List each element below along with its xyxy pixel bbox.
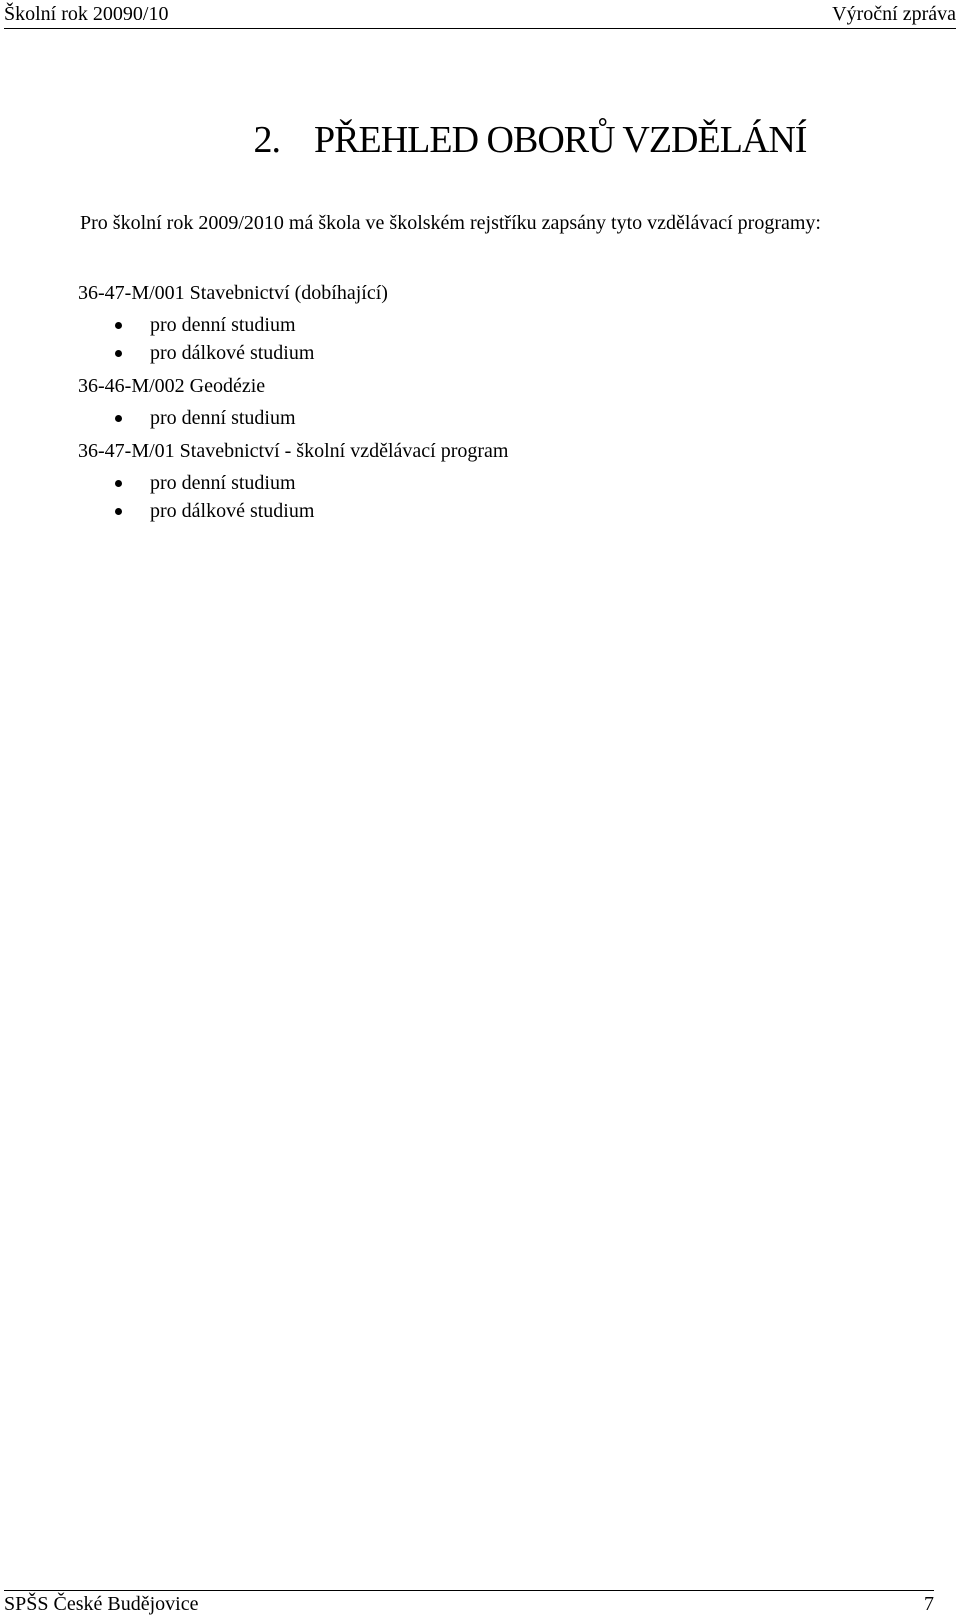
program-block — [78, 278, 898, 367]
study-form-label: pro denní studium — [150, 472, 296, 494]
study-form-list — [78, 404, 898, 432]
page-number: 7 — [924, 1593, 934, 1615]
section-number: 2. — [253, 119, 281, 161]
program-block — [78, 436, 898, 525]
list-item — [78, 311, 898, 339]
study-form-label: pro dálkové studium — [150, 342, 315, 364]
intro-paragraph: Pro školní rok 2009/2010 má škola ve školském rejstříku zapsány tyto vzdělávací programy: — [80, 212, 821, 234]
section-heading — [0, 118, 960, 162]
bullet-icon — [115, 415, 122, 422]
footer-school-name: SPŠS České Budějovice — [4, 1593, 199, 1615]
page-header — [4, 2, 956, 29]
bullet-icon — [115, 480, 122, 487]
program-name: 36-47-M/001 Stavebnictví (dobíhající) — [78, 282, 388, 304]
program-block — [78, 371, 898, 432]
study-form-list — [78, 469, 898, 525]
program-list — [78, 278, 898, 525]
list-item — [78, 497, 898, 525]
program-name: 36-47-M/01 Stavebnictví - školní vzdělávací program — [78, 440, 509, 462]
study-form-label: pro denní studium — [150, 407, 296, 429]
study-form-list — [78, 311, 898, 367]
bullet-icon — [115, 322, 122, 329]
list-item — [78, 404, 898, 432]
section-title: PŘEHLED OBORŮ VZDĚLÁNÍ — [314, 119, 807, 161]
header-report-title: Výroční zpráva — [832, 3, 956, 25]
list-item — [78, 469, 898, 497]
bullet-icon — [115, 350, 122, 357]
study-form-label: pro denní studium — [150, 314, 296, 336]
list-item — [78, 339, 898, 367]
page-footer — [4, 1590, 934, 1615]
bullet-icon — [115, 508, 122, 515]
header-school-year: Školní rok 20090/10 — [4, 3, 169, 25]
program-name: 36-46-M/002 Geodézie — [78, 375, 266, 397]
study-form-label: pro dálkové studium — [150, 500, 315, 522]
